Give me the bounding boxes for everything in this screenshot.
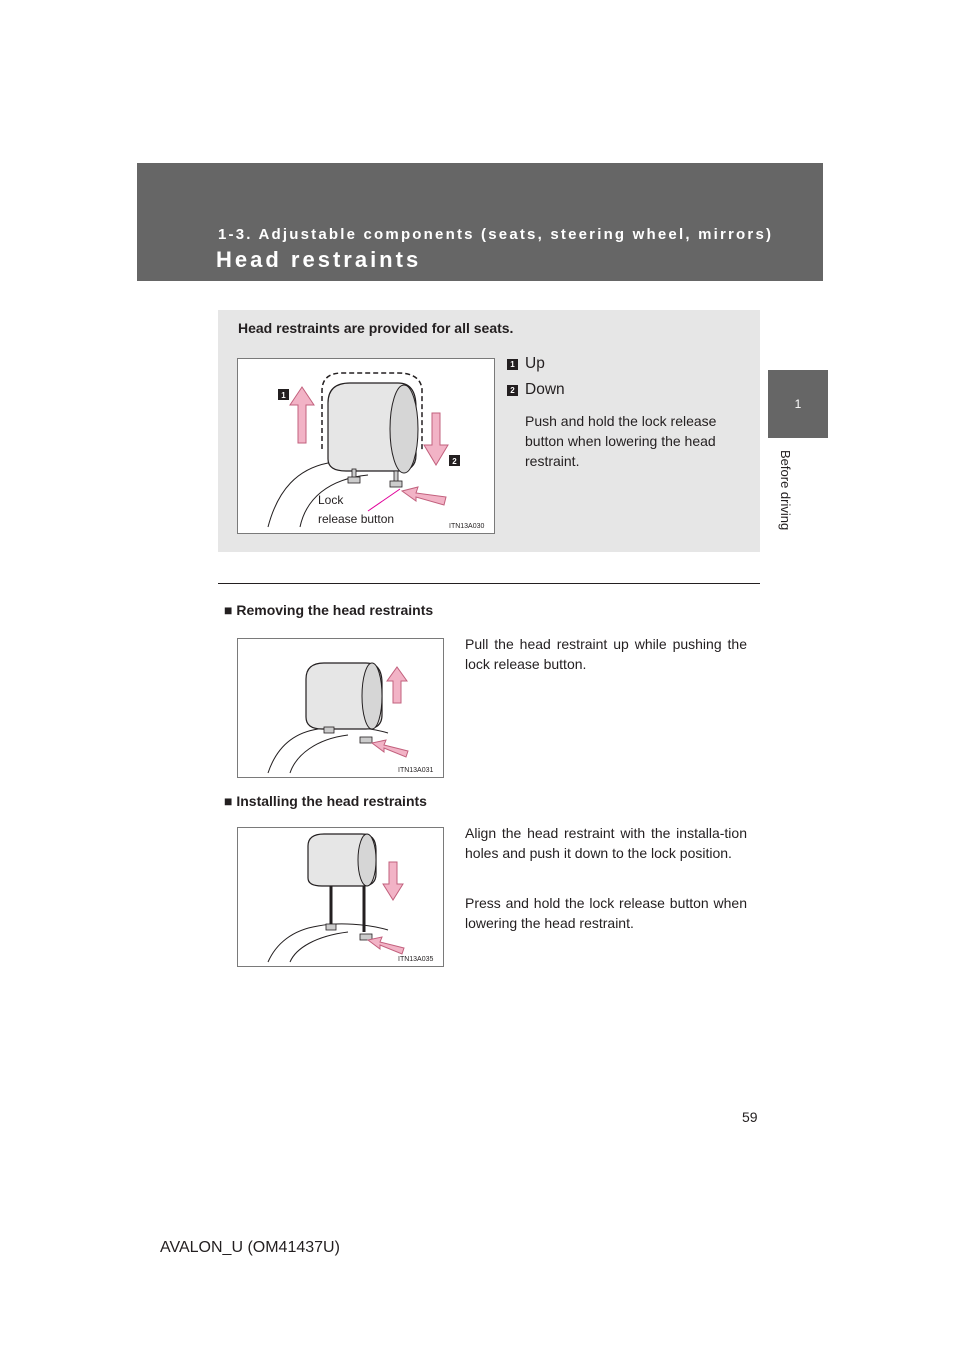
installing-text-1: Align the head restraint with the installa-tion holes and push it down to the lock position.: [465, 825, 747, 861]
removing-illustration: [238, 639, 443, 777]
chapter-number: 1: [794, 397, 802, 411]
callout-release-button: release button: [318, 512, 395, 526]
page-number: 59: [742, 1109, 758, 1125]
intro-title: Head restraints are provided for all seats.: [238, 320, 514, 336]
installing-figure-code: ITN13A035: [398, 956, 434, 963]
head-restraint-adjust-illustration: [238, 359, 494, 533]
up-badge: 1: [281, 391, 286, 400]
item-badge-up: 1: [507, 359, 518, 370]
head-restraint-adjust-figure: [237, 358, 495, 534]
down-badge: 2: [452, 457, 457, 466]
installing-heading: ■ Installing the head restraints: [224, 793, 427, 809]
section-divider: [218, 583, 760, 584]
removing-text: Pull the head restraint up while pushing the lock release button.: [465, 636, 747, 672]
removing-heading: ■ Removing the head restraints: [224, 602, 434, 618]
callout-lock: Lock: [318, 493, 344, 507]
installing-illustration: [238, 828, 443, 966]
document-footer: AVALON_U (OM41437U): [160, 1239, 340, 1256]
page-title: Head restraints: [216, 247, 422, 272]
section-title: 1-3. Adjustable components (seats, steering wheel, mirrors): [218, 226, 774, 243]
item-badge-down: 2: [507, 385, 518, 396]
item-label-up: Up: [525, 355, 545, 372]
removing-figure-code: ITN13A031: [398, 767, 434, 774]
figure-code: ITN13A030: [449, 523, 485, 530]
installing-text-2: Press and hold the lock release button when lowering the head restraint.: [465, 895, 747, 931]
installing-figure: [237, 827, 444, 967]
item-label-down: Down: [525, 381, 565, 398]
chapter-tab[interactable]: [768, 370, 828, 438]
chapter-label: Before driving: [778, 450, 793, 531]
lowering-note: Push and hold the lock release button when lowering the head restraint.: [525, 413, 717, 469]
removing-figure: [237, 638, 444, 778]
